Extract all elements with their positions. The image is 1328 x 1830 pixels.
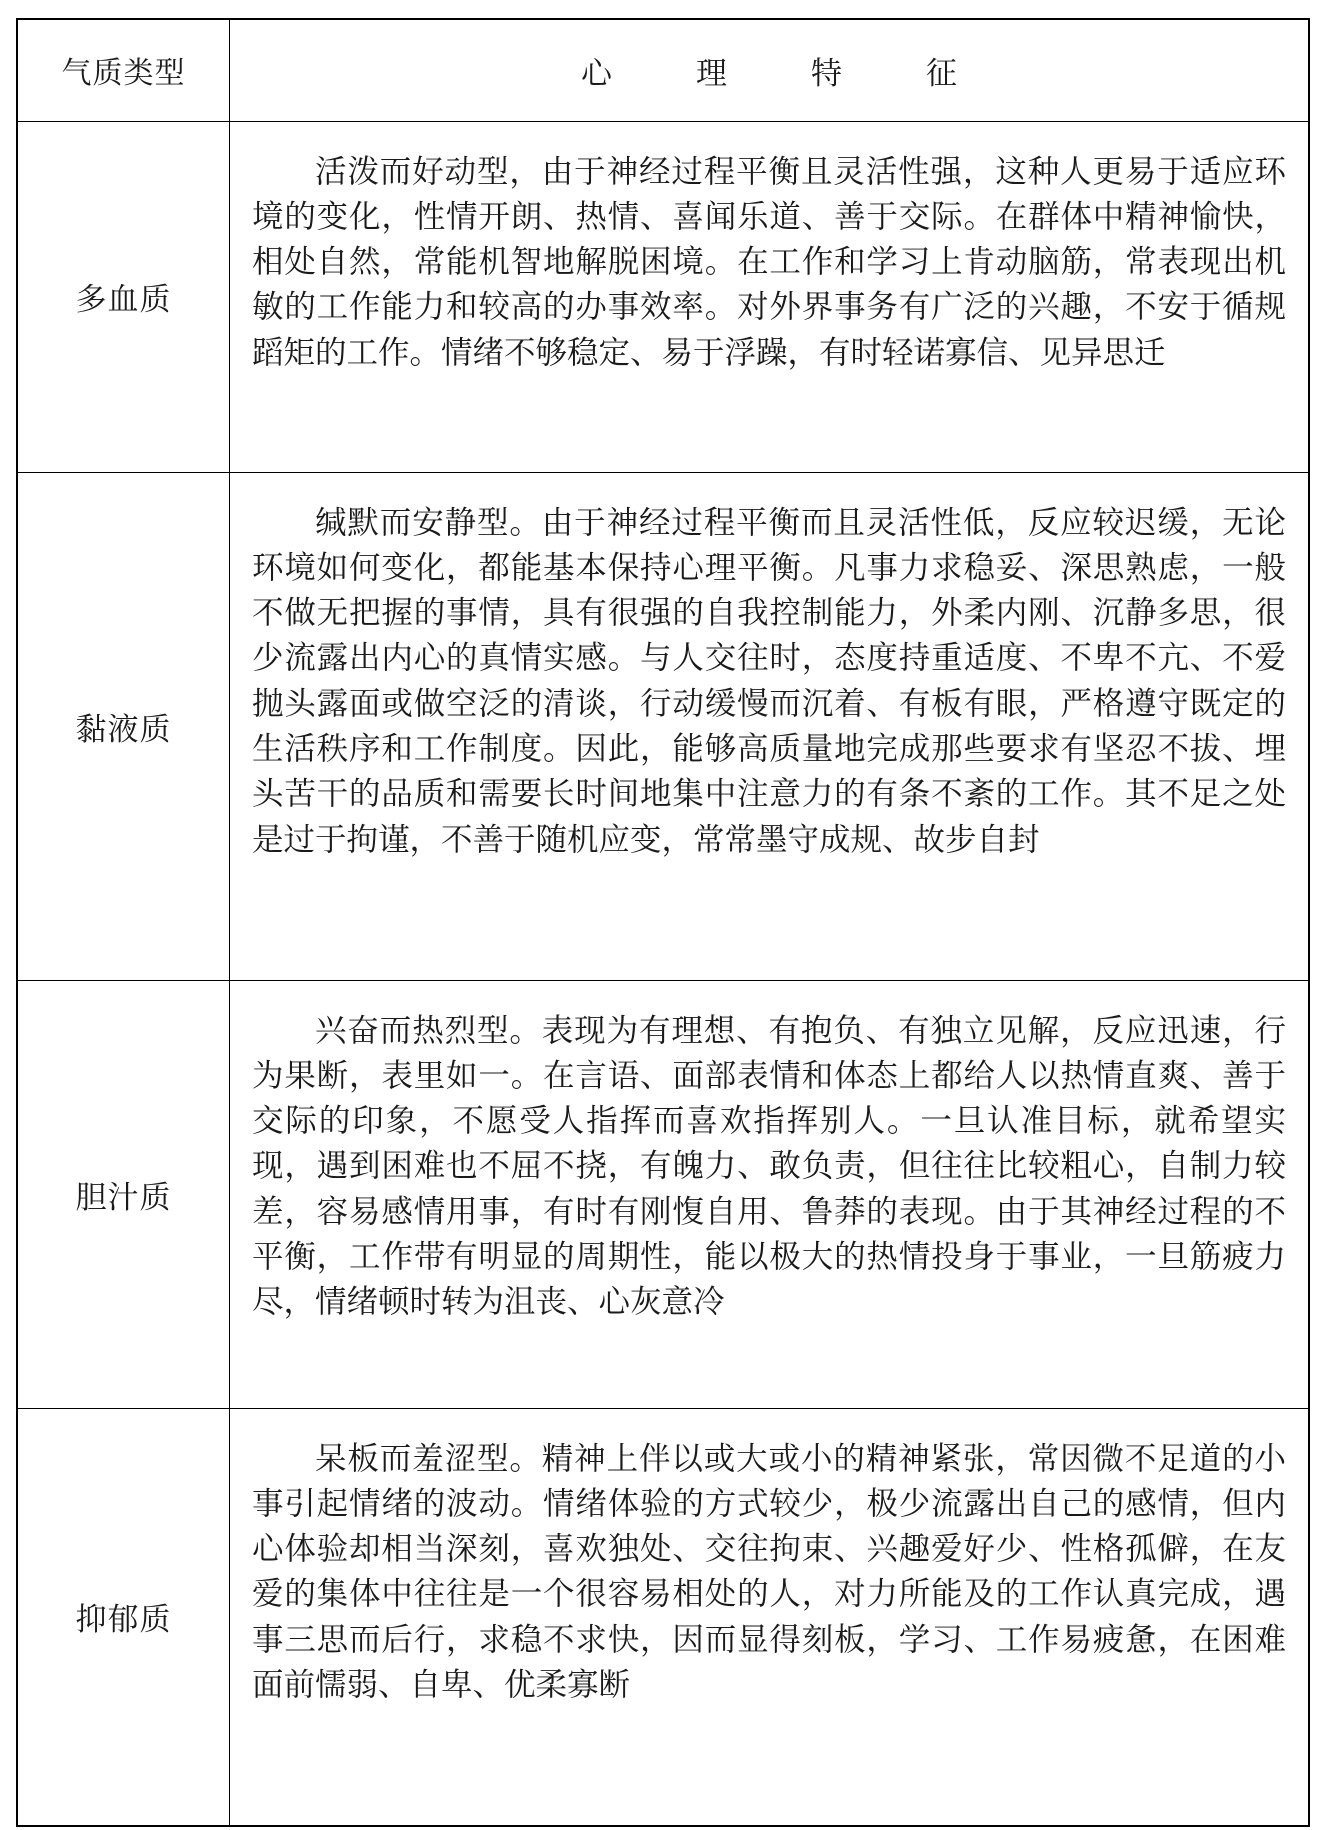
table-row xyxy=(17,472,1309,980)
table-header-row xyxy=(17,19,1309,121)
temperament-description: 呆板而羞涩型。精神上伴以或大或小的精神紧张，常因微不足道的小事引起情绪的波动。情绪体验的方式较少，极少流露出自己的感情，但内心体验却相当深刻，喜欢独处、交往拘束、兴趣爱好少、性格孤僻，在友爱的集体中往往是一个很容易相处的人，对力所能及的工作认真完成，遇事三思而后行，求稳不求快，因而显得刻板，学习、工作易疲惫，在困难面前懦弱、自卑、优柔寡断 xyxy=(252,1440,1286,1703)
description-cell xyxy=(230,121,1310,472)
table-row xyxy=(17,980,1309,1408)
header-feature-char: 理 xyxy=(696,55,727,92)
header-feature-char: 特 xyxy=(811,55,842,92)
temperament-table xyxy=(16,18,1310,1827)
description-cell xyxy=(230,472,1310,980)
table-row xyxy=(17,1408,1309,1826)
temperament-type-cell: 黏液质 xyxy=(17,472,230,980)
temperament-type-cell: 抑郁质 xyxy=(17,1408,230,1826)
temperament-description: 活泼而好动型，由于神经过程平衡且灵活性强，这种人更易于适应环境的变化，性情开朗、热情、喜闻乐道、善于交际。在群体中精神愉快，相处自然，常能机智地解脱困境。在工作和学习上肯动脑筋，常表现出机敏的工作能力和较高的办事效率。对外界事务有广泛的兴趣，不安于循规蹈矩的工作。情绪不够稳定、易于浮躁，有时轻诺寡信、见异思迁 xyxy=(252,153,1286,371)
temperament-type-cell: 胆汁质 xyxy=(17,980,230,1408)
header-temperament-type: 气质类型 xyxy=(17,19,230,121)
header-psychological-features xyxy=(230,19,1310,121)
header-feature-char: 心 xyxy=(581,55,612,92)
table-row xyxy=(17,121,1309,472)
description-cell xyxy=(230,1408,1310,1826)
header-feature-char: 征 xyxy=(926,55,957,92)
temperament-type-cell: 多血质 xyxy=(17,121,230,472)
temperament-description: 兴奋而热烈型。表现为有理想、有抱负、有独立见解，反应迅速，行为果断，表里如一。在言语、面部表情和体态上都给人以热情直爽、善于交际的印象，不愿受人指挥而喜欢指挥别人。一旦认准目标，就希望实现，遇到困难也不屈不挠，有魄力、敢负责，但往往比较粗心，自制力较差，容易感情用事，有时有刚愎自用、鲁莽的表现。由于其神经过程的不平衡，工作带有明显的周期性，能以极大的热情投身于事业，一旦筋疲力尽，情绪顿时转为沮丧、心灰意冷 xyxy=(252,1012,1286,1321)
temperament-description: 缄默而安静型。由于神经过程平衡而且灵活性低，反应较迟缓，无论环境如何变化，都能基本保持心理平衡。凡事力求稳妥、深思熟虑，一般不做无把握的事情，具有很强的自我控制能力，外柔内刚、沉静多思，很少流露出内心的真情实感。与人交往时，态度持重适度、不卑不亢、不爱抛头露面或做空泛的清谈，行动缓慢而沉着、有板有眼，严格遵守既定的生活秩序和工作制度。因此，能够高质量地完成那些要求有坚忍不拔、埋头苦干的品质和需要长时间地集中注意力的有条不紊的工作。其不足之处是过于拘谨，不善于随机应变，常常墨守成规、故步自封 xyxy=(252,504,1286,858)
description-cell xyxy=(230,980,1310,1408)
